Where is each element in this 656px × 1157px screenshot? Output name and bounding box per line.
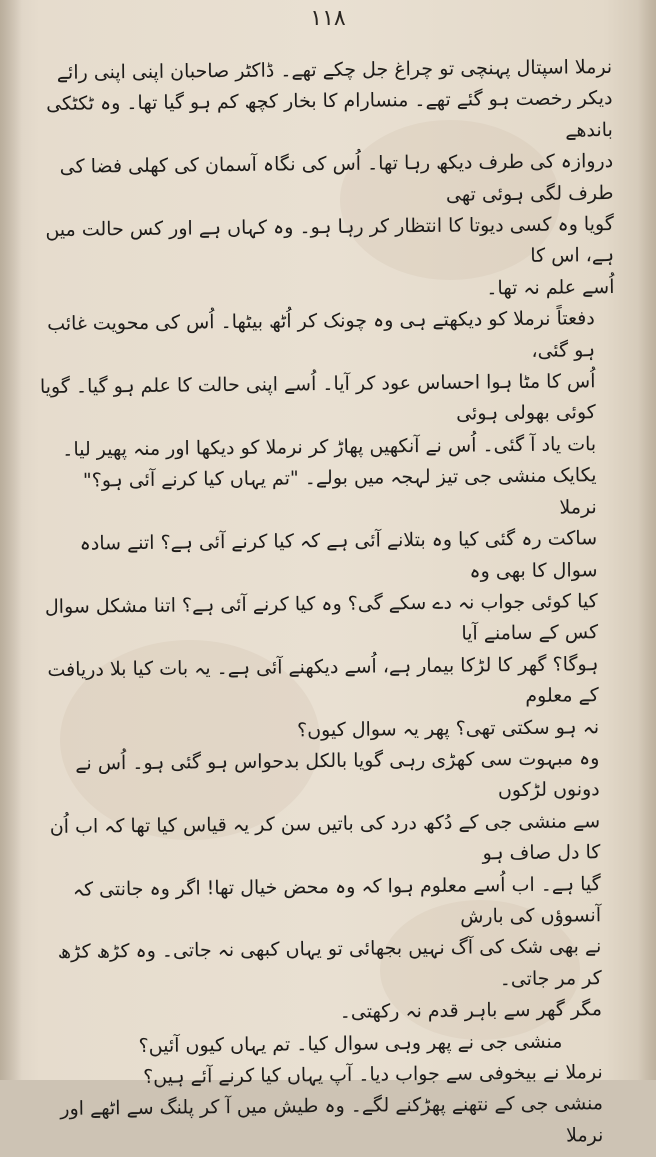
paragraph: نرملا اسپتال پہنچی تو چراغ جل چکے تھے۔ ڈاکٹر صاحبان اپنی اپنی رائے دیکر رخصت ہو گئے تھے۔ منسارام کا بخار کچھ کم ہو گیا تھا۔ وہ ٹکٹکی باندھے دروازہ کی طرف دیکھ رہا تھا۔ اُس کی نگاہ آسمان کی کھلی فضا کی طرف لگی ہوئی تھی گویا وہ کسی دیوتا کا انتظار کر رہا ہو۔ وہ کہاں ہے اور کس حالت میں ہے، اس کا اُسے علم نہ تھا۔	[45, 55, 615, 300]
paragraph: منشی جی کے نتھنے پھڑکنے لگے۔ وہ طیش میں آ کر پلنگ سے اٹھے اور نرملا	[60, 1092, 604, 1147]
paragraph: وہ مبہوت سی کھڑی رہی گویا بالکل بدحواس ہو گئی ہو۔ اُس نے دونوں لڑکوں سے منشی جی کے دُکھ درد کی باتیں سن کر یہ قیاس کیا تھا کہ اب اُن کا دل صاف ہو گیا ہے۔ اب اُسے معلوم ہوا کہ وہ محض خیال تھا! اگر وہ جانتی کہ آنسوؤں کی بارش نے بھی شک کی آگ نہیں بجھائی تو یہاں کبھی نہ جاتی۔ وہ کڑھ کڑھ کر مر جاتی۔ مگر گھر سے باہر قدم نہ رکھتی۔	[49, 747, 603, 1024]
paragraph: یکایک منشی جی تیز لہجہ میں بولے۔ "تم یہاں کیا کرنے آئی ہو؟" نرملا ساکت رہ گئی کیا وہ بتلانے آئی ہے کہ کیا کرنے آئی ہے؟ اتنے سادہ سوال کا بھی وہ کیا کوئی جواب نہ دے سکے گی؟ وہ کیا کرنے آئی ہے؟ اتنا مشکل سوال کس کے سامنے آیا ہوگا؟ گھر کا لڑکا بیمار ہے، اُسے دیکھنے آئی ہے۔ یہ بات کیا بلا دریافت کے معلوم نہ ہو سکتی تھی؟ پھر یہ سوال کیوں؟	[44, 464, 600, 741]
paragraph: منشی جی نے پھر وہی سوال کیا۔ تم یہاں کیوں آئیں؟	[138, 1030, 563, 1057]
body-text	[36, 52, 623, 1157]
paragraph: نرملا نے بیخوفی سے جواب دیا۔ آپ یہاں کیا کرنے آئے ہیں؟	[143, 1061, 603, 1088]
page-number: ۱۱۸	[310, 6, 346, 31]
paragraph: دفعتاً نرملا کو دیکھتے ہی وہ چونک کر اُٹھ بیٹھا۔ اُس کی محویت غائب ہو گئی، اُس کا مٹا ہوا احساس عود کر آیا۔ اُسے اپنی حالت کا علم ہو گیا۔ گویا کوئی بھولی ہوئی بات یاد آ گئی۔ اُس نے آنکھیں پھاڑ کر نرملا کو دیکھا اور منہ پھیر لیا۔	[39, 307, 597, 461]
